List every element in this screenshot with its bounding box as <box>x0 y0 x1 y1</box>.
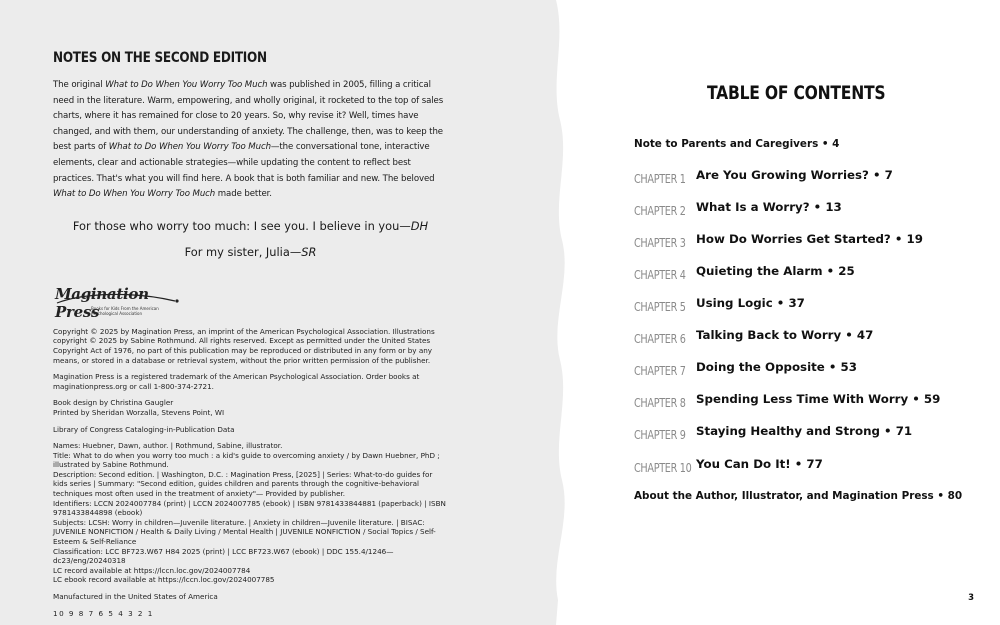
chapter-label: CHAPTER 3 <box>634 235 686 250</box>
chapter-label: CHAPTER 7 <box>634 363 686 378</box>
cip-description: Description: Second edition. | Washington, D.C. : Magination Press, [2025] | Series: What-to-do guides for kids series | Summary: "Second edition, guides children and parents through the cognitive-behavioral techniques most often used in the treatment of anxiety"— Provided by publisher. <box>53 469 433 499</box>
chapter-title: Staying Healthy and Strong • 71 <box>696 424 913 438</box>
cip-names: Names: Huebner, Dawn, author. | Rothmund, Sabine, illustrator. <box>53 441 283 451</box>
book-title-italic: What to Do When You Worry Too Much <box>53 189 216 200</box>
chapter-label: CHAPTER 4 <box>634 267 686 282</box>
cip-classification: Classification: LCC BF723.W67 H84 2025 (print) | LCC BF723.W67 (ebook) | DDC 155.4/1246—dc23/eng/20240318 <box>53 546 394 566</box>
chapter-title: You Can Do It! • 77 <box>696 457 823 471</box>
chapter-label: CHAPTER 8 <box>634 395 686 410</box>
chapter-label: CHAPTER 10 <box>634 460 692 475</box>
chapter-title: Are You Growing Worries? • 7 <box>696 168 893 182</box>
notes-paragraph <box>53 78 448 203</box>
toc-chapter-8[interactable] <box>634 392 941 410</box>
dedication-text: For my sister, Julia— <box>184 244 302 259</box>
book-design-credit: Book design by Christina Gaugler <box>53 398 174 408</box>
notes-text: was published in 2005, filling a critical need in the literature. Warm, empowering, and wholly original, it rocketed to the top of sales charts, where it has remained for close to 20 years. So, why revise it? Well, times have changed, and with them, our understanding of anxiety. The challenge, then, was to keep the best parts of <box>53 80 444 153</box>
toc-intro-entry[interactable]: Note to Parents and Caregivers • 4 <box>634 138 840 150</box>
toc-chapter-7[interactable] <box>634 360 857 378</box>
toc-chapter-6[interactable] <box>634 328 874 346</box>
cip-lc-record: LC record available at https://lccn.loc.gov/2024007784 <box>53 565 251 575</box>
chapter-title: Talking Back to Worry • 47 <box>696 328 874 342</box>
chapter-title: How Do Worries Get Started? • 19 <box>696 232 923 246</box>
toc-chapter-2[interactable] <box>634 200 842 218</box>
cip-identifiers: Identifiers: LCCN 2024007784 (print) | LCCN 2024007785 (ebook) | ISBN 9781433844881 (paperback) | ISBN 9781433844898 (ebook) <box>53 498 446 518</box>
dedication-text: For those who worry too much: I see you. I believe in you— <box>72 218 411 233</box>
trademark-notice: Magination Press is a registered trademark of the American Psychological Association. Order books at maginationpress.org or call 1-800-374-2721. <box>53 372 420 391</box>
chapter-title: Doing the Opposite • 53 <box>696 360 857 374</box>
table-of-contents-page <box>600 0 1000 625</box>
printer-credit: Printed by Sheridan Worzalla, Stevens Point, WI <box>53 407 225 417</box>
logo-name: Magination Press <box>55 284 149 321</box>
chapter-title: Quieting the Alarm • 25 <box>696 264 855 278</box>
cip-lc-ebook-record: LC ebook record available at https://lccn.loc.gov/2024007785 <box>53 575 275 585</box>
chapter-title: Spending Less Time With Worry • 59 <box>696 392 941 406</box>
chapter-label: CHAPTER 6 <box>634 331 686 346</box>
chapter-title: Using Logic • 37 <box>696 296 805 310</box>
chapter-title: What Is a Worry? • 13 <box>696 200 842 214</box>
magination-press-logo <box>53 283 183 319</box>
copyright-block <box>53 327 448 618</box>
left-page-content <box>53 50 448 625</box>
dedication-illustrator <box>53 245 448 259</box>
copyright-notice: Copyright © 2025 by Magination Press, an imprint of the American Psychological Association. Illustrations copyright © 2025 by Sabine Rothmund. All rights reserved. Except as permitted under the United States Copyright Act of 1976, no part of this publication may be reproduced or distributed in any form or by any means, or stored in a database or retrieval system, without the prior written permission of the publisher. <box>53 326 435 365</box>
printline: 10 9 8 7 6 5 4 3 2 1 <box>53 608 154 618</box>
dedication-initials: DH <box>410 218 429 233</box>
toc-chapter-1[interactable] <box>634 168 893 186</box>
toc-chapter-4[interactable] <box>634 264 855 282</box>
book-title-italic: What to Do When You Worry Too Much <box>105 80 268 90</box>
chapter-label: CHAPTER 1 <box>634 171 686 186</box>
toc-chapter-9[interactable] <box>634 424 913 442</box>
cip-subjects: Subjects: LCSH: Worry in children—Juvenile literature. | Anxiety in children—Juvenile literature. | BISAC: JUVENILE NONFICTION / Health & Daily Living / Mental Health | JUVENILE NONFICTION / Social Topics / Self-Esteem & Self-Reliance <box>53 517 436 547</box>
dedication-initials: SR <box>301 244 317 259</box>
toc-chapter-5[interactable] <box>634 296 805 314</box>
notes-text: The original <box>53 80 106 90</box>
toc-chapter-10[interactable] <box>634 457 823 475</box>
notes-heading: NOTES ON THE SECOND EDITION <box>53 50 267 66</box>
chapter-label: CHAPTER 2 <box>634 203 686 218</box>
logo-tagline: Books for Kids From the American Psychological Association <box>91 305 159 316</box>
toc-title: TABLE OF CONTENTS <box>707 82 886 104</box>
chapter-label: CHAPTER 5 <box>634 299 686 314</box>
notes-text: made better. <box>215 189 272 200</box>
chapter-label: CHAPTER 9 <box>634 427 686 442</box>
manufactured-notice: Manufactured in the United States of America <box>53 592 218 601</box>
toc-chapter-3[interactable] <box>634 232 923 250</box>
cip-title: Title: What to do when you worry too much : a kid's guide to overcoming anxiety / by Dawn Huebner, PhD ; illustrated by Sabine Rothmund. <box>53 450 440 470</box>
cip-heading: Library of Congress Cataloging-in-Publication Data <box>53 424 235 434</box>
page-number: 3 <box>968 593 974 603</box>
dedication-author <box>53 219 448 233</box>
toc-outro-entry[interactable]: About the Author, Illustrator, and Magination Press • 80 <box>634 490 963 502</box>
notes-text: —the conversational tone, interactive elements, clear and actionable strategies—while updating the content to reflect best practices. That's what you will find here. A book that is both familiar and new. The beloved <box>53 142 435 184</box>
book-title-italic: What to Do When You Worry Too Much <box>108 142 271 153</box>
